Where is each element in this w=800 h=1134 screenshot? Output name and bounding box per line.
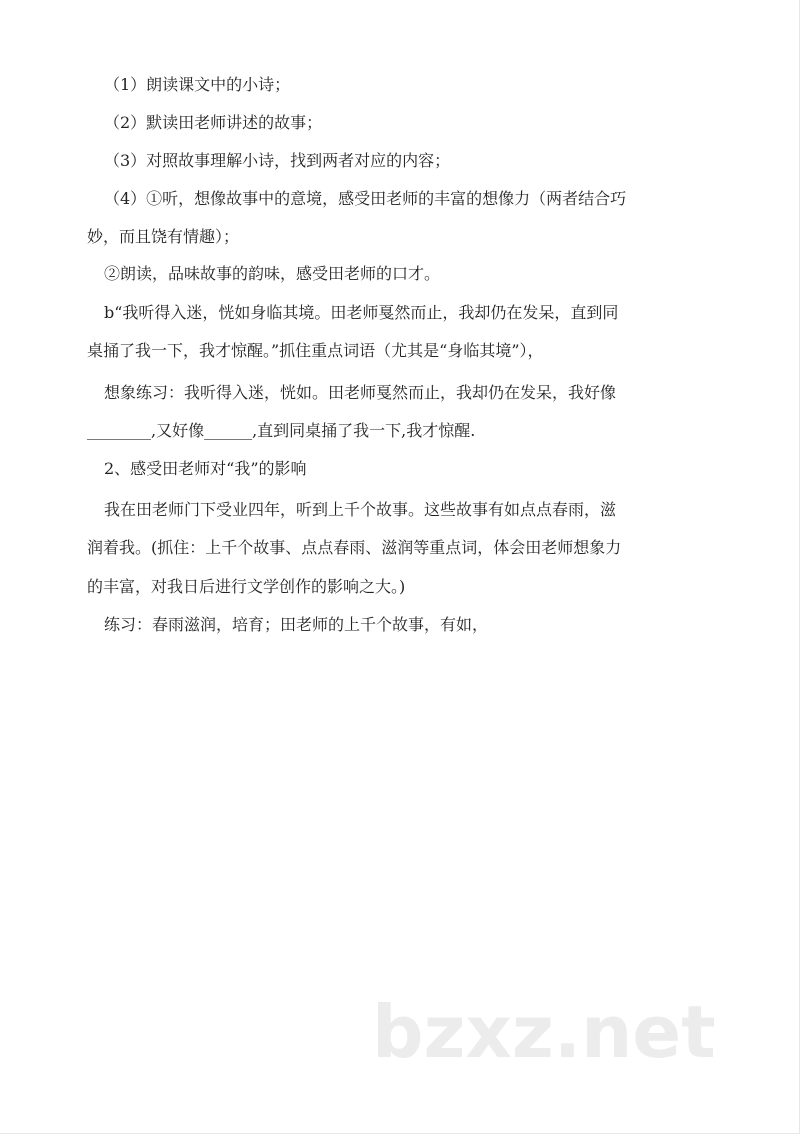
imagination-exercise-line-1: 想象练习：我听得入迷，恍如。田老师戛然而止，我却仍在发呆，我好像 (104, 383, 617, 402)
step-1-text: （1）朗读课文中的小诗； (104, 75, 291, 94)
step-4-part-2: ②朗读，品味故事的韵味，感受田老师的口才。 (104, 264, 441, 283)
practice-exercise-text: 练习：春雨滋润，培育；田老师的上千个故事，有如， (104, 615, 489, 634)
influence-paragraph-line-3: 的丰富，对我日后进行文学创作的影响之大。) (87, 577, 406, 596)
quote-paragraph-line-1: b“我听得入迷，恍如身临其境。田老师戛然而止，我却仍在发呆，直到同 (104, 303, 619, 322)
imagination-exercise-line-2: ________,又好像______,直到同桌捅了我一下,我才惊醒. (87, 421, 476, 440)
step-4-text: （4）①听，想像故事中的意境，感受田老师的丰富的想像力（两者结合巧 (104, 189, 627, 208)
step-3-text: （3）对照故事理解小诗，找到两者对应的内容； (104, 151, 451, 170)
quote-paragraph-line-2: 桌捅了我一下，我才惊醒。”抓住重点词语（尤其是“身临其境”）， (87, 341, 544, 360)
step-2-text: （2）默读田老师讲述的故事； (104, 113, 323, 132)
section-2-heading: 2、感受田老师对“我”的影响 (104, 459, 307, 478)
step-4-continuation: 妙，而且饶有情趣）； (87, 227, 240, 246)
watermark: bzxz.net (372, 990, 716, 1074)
influence-paragraph-line-1: 我在田老师门下受业四年，听到上千个故事。这些故事有如点点春雨，滋 (104, 500, 617, 519)
influence-paragraph-line-2: 润着我。(抓住：上千个故事、点点春雨、滋润等重点词，体会田老师想象力 (87, 538, 622, 557)
